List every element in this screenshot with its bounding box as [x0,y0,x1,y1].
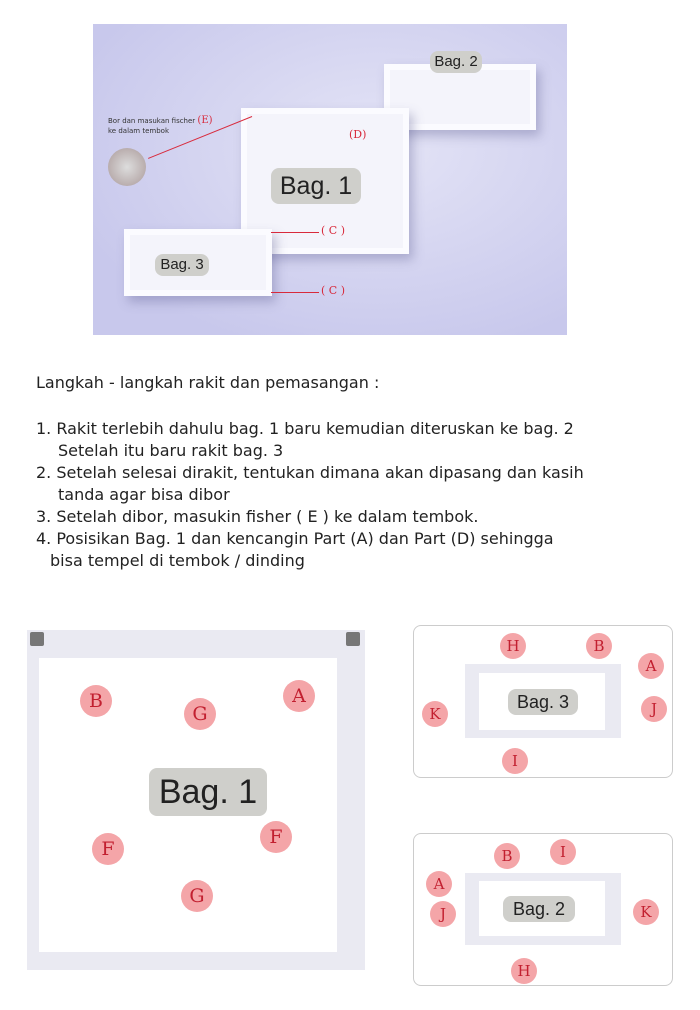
label-b: B [494,843,520,869]
step-3 [36,506,584,528]
label-j: J [430,901,456,927]
instructions-list [36,418,584,572]
step-text: Setelah itu baru rakit bag. 3 [58,441,284,460]
bag2-diagram-title: Bag. 2 [503,896,575,922]
label-a: A [283,680,315,712]
label-a: A [638,653,664,679]
label-f: F [260,821,292,853]
label-i: I [502,748,528,774]
note-line2: ke dalam tembok [108,127,169,135]
step-1 [36,418,584,462]
label-h: H [500,633,526,659]
bracket-icon [346,632,360,646]
arrow-c2 [271,292,319,293]
bag3-tag: Bag. 3 [155,254,209,276]
shelf-photo [93,24,567,335]
label-e: (E) [197,115,213,126]
step-2 [36,462,584,506]
step-text: 2. Setelah selesai dirakit, tentukan dimana akan dipasang dan kasih [36,463,584,482]
bag1-tag: Bag. 1 [271,168,361,204]
label-j: J [641,696,667,722]
bracket-icon [30,632,44,646]
label-f: F [92,833,124,865]
label-h: H [511,958,537,984]
instructions-heading: Langkah - langkah rakit dan pemasangan : [36,373,380,392]
arrow-c1 [271,232,319,233]
step-text: bisa tempel di tembok / dinding [50,551,305,570]
bag2-panel [413,833,673,986]
label-b: B [586,633,612,659]
label-g: G [184,698,216,730]
bag3-diagram-title: Bag. 3 [508,689,578,715]
label-i: I [550,839,576,865]
label-b: B [80,685,112,717]
bag3-panel [413,625,673,778]
step-text: 3. Setelah dibor, masukin fisher ( E ) ke dalam tembok. [36,507,479,526]
label-g: G [181,880,213,912]
drill-note [108,116,213,136]
step-text: 1. Rakit terlebih dahulu bag. 1 baru kemudian diteruskan ke bag. 2 [36,419,574,438]
label-k: K [422,701,448,727]
bag2-tag: Bag. 2 [430,51,482,73]
step-text: 4. Posisikan Bag. 1 dan kencangin Part (A) dan Part (D) sehingga [36,529,554,548]
label-d: (D) [349,128,367,141]
bag1-diagram-title: Bag. 1 [149,768,267,816]
step-text: tanda agar bisa dibor [58,485,230,504]
label-k: K [633,899,659,925]
step-4 [36,528,584,572]
label-c1: ( C ) [321,224,345,237]
fischer-photo-inset [108,148,146,186]
note-line1: Bor dan masukan fischer [108,117,196,125]
label-a: A [426,871,452,897]
label-c2: ( C ) [321,284,345,297]
